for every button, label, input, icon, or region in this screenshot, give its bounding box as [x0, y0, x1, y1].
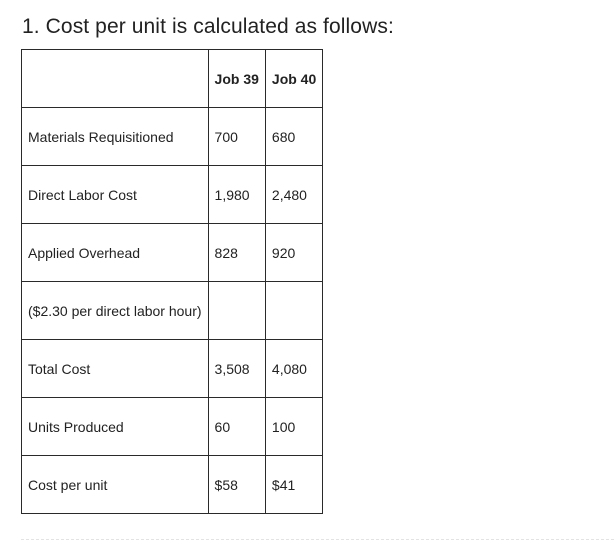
- row-label: Units Produced: [22, 398, 209, 456]
- table-row: [22, 340, 323, 398]
- header-cell-label: [22, 50, 209, 108]
- job-40-value: 100: [265, 398, 322, 456]
- table-row: [22, 224, 323, 282]
- cost-per-unit-table: [21, 49, 323, 514]
- header-cell-job-40: Job 40: [265, 50, 322, 108]
- table-row: [22, 108, 323, 166]
- table-header-row: [22, 50, 323, 108]
- job-39-value: 3,508: [208, 340, 265, 398]
- row-label: Materials Requisitioned: [22, 108, 209, 166]
- row-label: Cost per unit: [22, 456, 209, 514]
- job-39-value: 1,980: [208, 166, 265, 224]
- job-40-value: $41: [265, 456, 322, 514]
- job-39-value: 60: [208, 398, 265, 456]
- table-row: [22, 282, 323, 340]
- job-39-value: 700: [208, 108, 265, 166]
- row-label: Applied Overhead: [22, 224, 209, 282]
- job-39-value: 828: [208, 224, 265, 282]
- table-row: [22, 398, 323, 456]
- header-cell-job-39: Job 39: [208, 50, 265, 108]
- job-40-value: 4,080: [265, 340, 322, 398]
- row-label: Direct Labor Cost: [22, 166, 209, 224]
- job-40-value: 920: [265, 224, 322, 282]
- table-row: [22, 456, 323, 514]
- job-40-value: 2,480: [265, 166, 322, 224]
- job-40-value: [265, 282, 322, 340]
- row-label: Total Cost: [22, 340, 209, 398]
- table-row: [22, 166, 323, 224]
- section-divider: [21, 539, 614, 540]
- job-39-value: [208, 282, 265, 340]
- job-40-value: 680: [265, 108, 322, 166]
- job-39-value: $58: [208, 456, 265, 514]
- page-title: 1. Cost per unit is calculated as follows:: [22, 15, 394, 38]
- row-label: ($2.30 per direct labor hour): [22, 282, 209, 340]
